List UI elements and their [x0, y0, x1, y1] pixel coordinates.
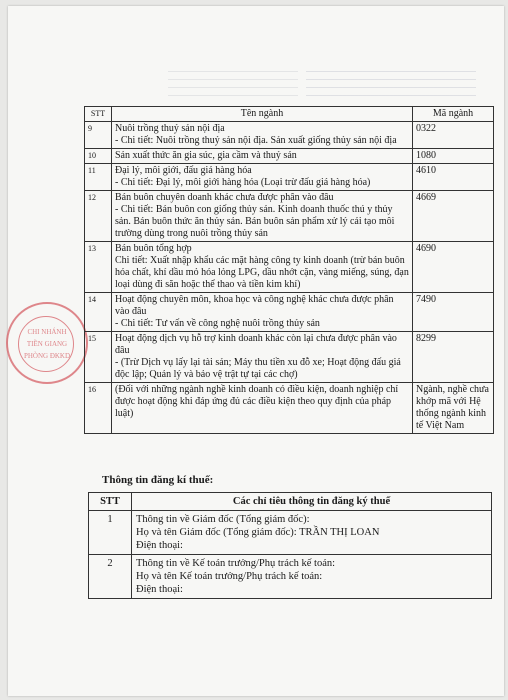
- red-stamp-seal: [6, 302, 88, 384]
- row-name: (Đối với những ngành nghề kinh doanh có điều kiện, doanh nghiệp chỉ được hoạt động khi đáp ứng đủ các điều kiện theo quy định của pháp luật): [115, 384, 399, 419]
- tax-row-content: [132, 555, 492, 599]
- table-header-row: [85, 107, 494, 122]
- tax-header-row: [89, 493, 492, 511]
- row-name: Bán buôn chuyên doanh khác chưa được phân vào đâu: [115, 192, 334, 203]
- tax-row-line2: Họ và tên Giám đốc (Tổng giám đốc): TRẦN THỊ LOAN: [136, 527, 380, 538]
- tax-row: [89, 511, 492, 555]
- row-name: Hoạt động dịch vụ hỗ trợ kinh doanh khác còn lại chưa được phân vào đâu: [115, 333, 397, 356]
- stamp-text-2: TIỀN GIANG: [26, 340, 68, 348]
- row-stt: 11: [85, 164, 112, 191]
- tax-section-title: Thông tin đăng kí thuế:: [102, 474, 214, 486]
- row-name-cell: [112, 149, 413, 164]
- row-code: 0322: [413, 122, 494, 149]
- table-row: [85, 293, 494, 332]
- header-ma-nganh: Mã ngành: [413, 107, 494, 122]
- table-row: [85, 332, 494, 383]
- bleed-through-text-right: [306, 64, 476, 100]
- row-name-cell: [112, 332, 413, 383]
- row-name-cell: [112, 242, 413, 293]
- stamp-text-3: PHÒNG ĐKKD: [23, 352, 71, 360]
- row-name-cell: [112, 293, 413, 332]
- row-name: Sản xuất thức ăn gia súc, gia cầm và thuỷ sản: [115, 150, 297, 161]
- row-code: Ngành, nghề chưa khớp mã với Hệ thống ngành kinh tế Việt Nam: [413, 383, 494, 434]
- row-code: 1080: [413, 149, 494, 164]
- tax-row: [89, 555, 492, 599]
- tax-info-table: [88, 492, 492, 599]
- row-code: 4690: [413, 242, 494, 293]
- row-detail: Chi tiết: Xuất nhập khẩu các mặt hàng công ty kinh doanh (trừ bán buôn hóa chất, khí dầu mỏ hóa lỏng LPG, dầu nhớt cặn, vàng miếng, súng, đạn loại dùng đi săn hoặc thể thao và tiền kim khí): [115, 255, 409, 290]
- tax-row-line2: Họ và tên Kế toán trưởng/Phụ trách kế toán:: [136, 571, 323, 582]
- table-row: [85, 383, 494, 434]
- row-code: 4610: [413, 164, 494, 191]
- row-name: Hoạt động chuyên môn, khoa học và công nghệ khác chưa được phân vào đâu: [115, 294, 394, 317]
- tax-info-body: [89, 511, 492, 599]
- row-name: Đại lý, môi giới, đấu giá hàng hóa: [115, 165, 252, 176]
- table-row: [85, 242, 494, 293]
- tax-row-stt: 1: [89, 511, 132, 555]
- tax-header-stt: STT: [89, 493, 132, 511]
- business-lines-body: [85, 122, 494, 434]
- row-detail: - (Trừ Dịch vụ lấy lại tài sản; Máy thu tiền xu đỗ xe; Hoạt động đấu giá độc lập; Quản lý và bảo vệ trật tự tại các chợ): [115, 357, 401, 380]
- tax-row-line3: Điện thoại:: [136, 584, 183, 595]
- header-stt: STT: [85, 107, 112, 122]
- table-row: [85, 149, 494, 164]
- row-detail: - Chi tiết: Nuôi trồng thuỷ sản nội địa. Sản xuất giống thủy sản nội địa: [115, 135, 397, 146]
- row-name: Bán buôn tổng hợp: [115, 243, 192, 254]
- row-detail: - Chi tiết: Tư vấn về công nghệ nuôi trồng thủy sản: [115, 318, 320, 329]
- row-code: 8299: [413, 332, 494, 383]
- row-stt: 12: [85, 191, 112, 242]
- row-name-cell: [112, 122, 413, 149]
- row-name-cell: [112, 164, 413, 191]
- document-page: [8, 6, 504, 696]
- bleed-through-text-left: [168, 64, 298, 100]
- tax-header-criteria: Các chỉ tiêu thông tin đăng ký thuế: [132, 493, 492, 511]
- row-name-cell: [112, 191, 413, 242]
- table-row: [85, 164, 494, 191]
- row-detail: - Chi tiết: Bán buôn con giống thủy sản. Kinh doanh thuốc thú y thủy sản. Bán buôn thức ăn thủy sản. Bán buôn sản phẩm xử lý cải tạo môi trường dùng trong nuôi trồng thủy sản: [115, 204, 395, 239]
- business-lines-table: [84, 106, 494, 434]
- header-ten-nganh: Tên ngành: [112, 107, 413, 122]
- row-stt: 16: [85, 383, 112, 434]
- table-row: [85, 122, 494, 149]
- row-stt: 13: [85, 242, 112, 293]
- row-name-cell: [112, 383, 413, 434]
- row-stt: 9: [85, 122, 112, 149]
- stamp-text-1: CHI NHÁNH: [27, 328, 67, 336]
- tax-row-content: [132, 511, 492, 555]
- row-name: Nuôi trồng thuỷ sản nội địa: [115, 123, 225, 134]
- row-stt: 15: [85, 332, 112, 383]
- row-stt: 10: [85, 149, 112, 164]
- row-code: 4669: [413, 191, 494, 242]
- row-stt: 14: [85, 293, 112, 332]
- row-detail: - Chi tiết: Đại lý, môi giới hàng hóa (Loại trừ đấu giá hàng hóa): [115, 177, 371, 188]
- tax-row-line1: Thông tin về Kế toán trưởng/Phụ trách kế toán:: [136, 558, 336, 569]
- tax-row-stt: 2: [89, 555, 132, 599]
- row-code: 7490: [413, 293, 494, 332]
- table-row: [85, 191, 494, 242]
- tax-row-line1: Thông tin về Giám đốc (Tổng giám đốc):: [136, 514, 310, 525]
- tax-row-line3: Điện thoại:: [136, 540, 183, 551]
